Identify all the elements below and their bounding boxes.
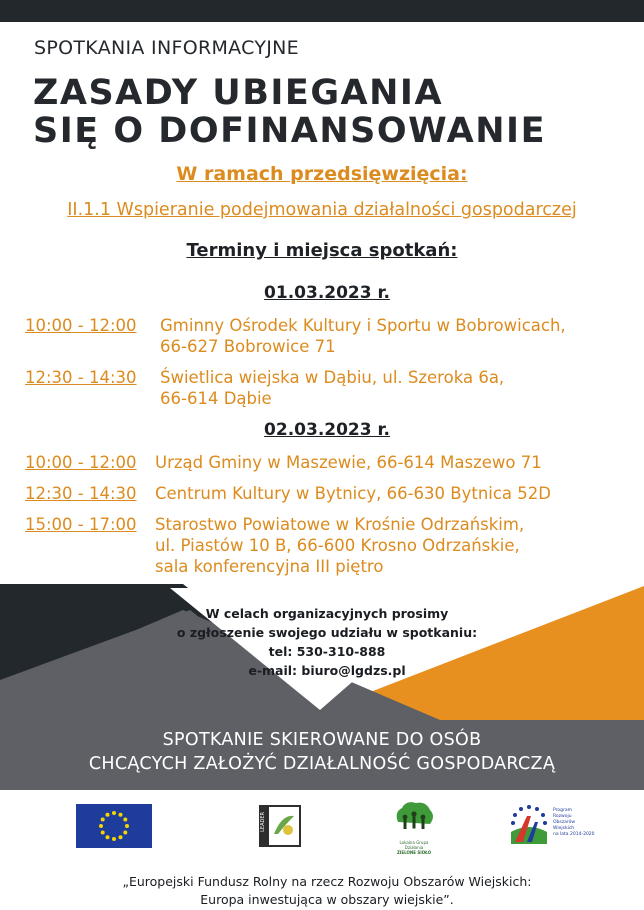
prow-text [553,808,595,838]
meeting-place [155,452,542,473]
meeting-place-line: Gminny Ośrodek Kultury i Sportu w Bobrowicach, [160,316,566,335]
meeting-place-line: Urząd Gminy w Maszewie, 66-614 Maszewo 71 [155,453,542,472]
meeting-place-line: Centrum Kultury w Bytnicy, 66-630 Bytnica 52D [155,484,551,503]
meeting-place-line: 66-614 Dąbie [160,389,272,408]
day-2-date [0,420,644,440]
meeting-time: 15:00 - 17:00 [25,515,137,534]
meeting-place [160,367,504,409]
leader-logo [258,804,302,848]
schedule-heading [0,240,644,261]
meeting-time: 12:30 - 14:30 [25,484,137,503]
lgd-logo [392,800,436,855]
prow-text-line: Rozwoju [553,814,572,819]
title-line-1: ZASADY UBIEGANIA [33,73,444,113]
meeting-place [160,315,566,357]
meeting-time: 10:00 - 12:00 [25,316,137,335]
banner-line: CHCĄCYCH ZAŁOŻYĆ DZIAŁALNOŚĆ GOSPODARCZĄ [88,754,556,774]
eu-flag-icon [76,804,152,848]
prow-logo [505,802,595,852]
contact-phone: tel: 530-310-888 [268,644,386,659]
day-2-date-text: 02.03.2023 r. [264,420,390,440]
banner-line: SPOTKANIE SKIEROWANE DO OSÓB [162,730,482,750]
meeting-place-line: ul. Piastów 10 B, 66-600 Krosno Odrzańskie, [155,536,520,555]
top-bar [0,0,644,22]
lgd-text-line: Lokalna Grupa Działania [399,840,429,850]
leader-text: LEADER [260,812,266,832]
footer-note [0,873,644,909]
prow-text-line: Obszarów [553,820,576,825]
contact-info [0,604,644,680]
contact-line: W celach organizacyjnych prosimy [205,606,449,621]
lgd-text-line: ZIELONE SIOŁO [397,850,431,855]
day-1-date [0,283,644,303]
prow-text-line: Wiejskich [553,826,575,831]
program-label-text: W ramach przedsięwzięcia: [176,163,468,185]
program-name-text: II.1.1 Wspieranie podejmowania działalności gospodarczej [67,200,577,220]
footer-line: Europa inwestująca w obszary wiejskie”. [200,892,454,907]
page-subtitle: SPOTKANIA INFORMACYJNE [34,37,299,59]
meeting-place [155,514,524,577]
program-label [0,163,644,185]
day-1-date-text: 01.03.2023 r. [264,283,390,303]
prow-emblem-icon [505,802,553,850]
target-audience-banner [0,728,644,776]
logos-strip [0,790,644,865]
meeting-place-line: 66-627 Bobrowice 71 [160,337,336,356]
prow-text-line: na lata 2014-2020 [553,832,595,837]
lgd-tree-people-icon [392,800,436,836]
title-line-2: SIĘ O DOFINANSOWANIE [33,111,546,151]
meeting-place-line: Starostwo Powiatowe w Krośnie Odrzańskim, [155,515,525,534]
page-title [33,74,546,150]
contact-line: o zgłoszenie swojego udziału w spotkaniu: [176,625,478,640]
prow-text-line: Program [553,808,572,813]
contact-email: e-mail: biuro@lgdzs.pl [248,663,406,678]
meeting-place-line: Świetlica wiejska w Dąbiu, ul. Szeroka 6a, [160,368,505,387]
footer-line: „Europejski Fundusz Rolny na rzecz Rozwoju Obszarów Wiejskich: [122,874,532,889]
program-name [0,200,644,220]
meeting-time: 12:30 - 14:30 [25,368,137,387]
meeting-place [155,483,551,504]
meeting-place-line: sala konferencyjna III piętro [155,557,384,576]
meeting-time: 10:00 - 12:00 [25,453,137,472]
schedule-heading-text: Terminy i miejsca spotkań: [186,240,458,261]
